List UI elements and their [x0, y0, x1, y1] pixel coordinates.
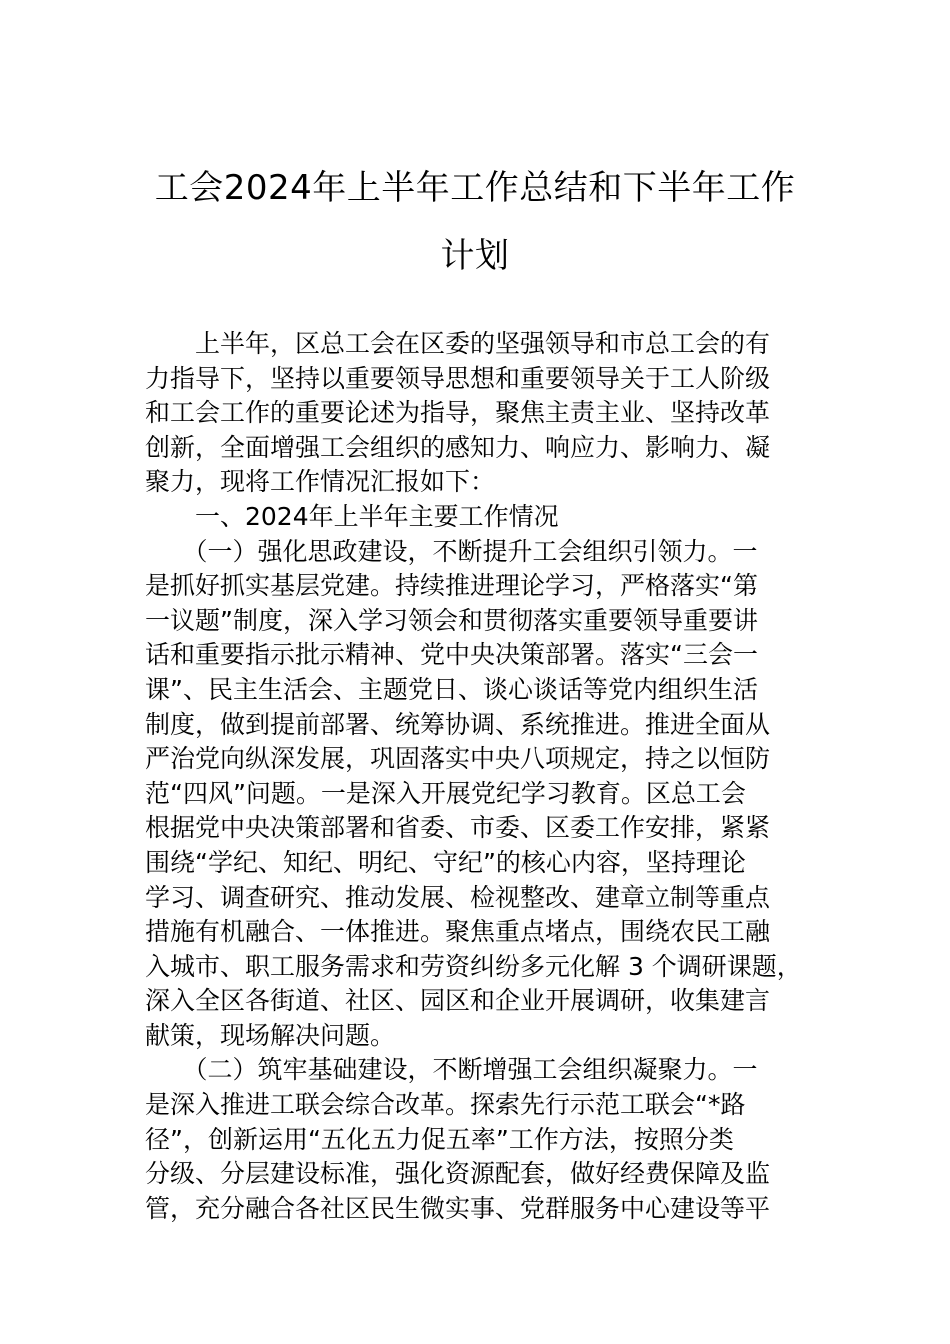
body-line: 是抓好抓实基层党建。持续推进理论学习，严格落实“第 — [145, 571, 758, 601]
body-line: 制度，做到提前部署、统筹协调、系统推进。推进全面从 — [145, 709, 771, 739]
body-line: 和工会工作的重要论述为指导，聚焦主责主业、坚持改革 — [145, 398, 771, 428]
body-line: （一）强化思政建设，不断提升工会组织引领力。一 — [145, 536, 758, 566]
body-line: 上半年，区总工会在区委的坚强领导和市总工会的有 — [145, 329, 771, 358]
body-line: 严治党向纵深发展，巩固落实中央八项规定，持之以恒防 — [145, 744, 771, 774]
body-line: 是深入推进工联会综合改革。探索先行示范工联会“*路 — [145, 1090, 746, 1120]
document-title-line-2: 计划 — [440, 236, 510, 276]
body-line: 课”、民主生活会、主题党日、谈心谈话等党内组织生活 — [145, 674, 758, 704]
body-line: 深入全区各街道、社区、园区和企业开展调研，收集建言 — [145, 986, 771, 1016]
body-line: 措施有机融合、一体推进。聚焦重点堵点，围绕农民工融 — [145, 917, 771, 947]
body-line: 聚力，现将工作情况汇报如下： — [145, 467, 496, 497]
body-line: 径”，创新运用“五化五力促五率”工作方法，按照分类 — [145, 1124, 734, 1154]
document-title-line-1: 工会2024年上半年工作总结和下半年工作 — [154, 168, 796, 208]
body-line: 分级、分层建设标准，强化资源配套，做好经费保障及监 — [145, 1159, 771, 1189]
section-heading: 一、2024年上半年主要工作情况 — [145, 501, 559, 531]
body-line: 根据党中央决策部署和省委、市委、区委工作安排，紧紧 — [145, 813, 771, 843]
body-line: 入城市、职工服务需求和劳资纠纷多元化解 3 个调研课题， — [145, 951, 802, 981]
document-body — [145, 327, 835, 1226]
body-line: 献策，现场解决问题。 — [145, 1020, 396, 1050]
body-line: 管，充分融合各社区民生微实事、党群服务中心建设等平 — [145, 1193, 771, 1223]
body-line: 创新，全面增强工会组织的感知力、响应力、影响力、凝 — [145, 432, 771, 462]
body-line: 围绕“学纪、知纪、明纪、守纪”的核心内容，坚持理论 — [145, 847, 746, 877]
body-line: 话和重要指示批示精神、党中央决策部署。落实“三会一 — [145, 640, 758, 670]
body-line: 一议题”制度，深入学习领会和贯彻落实重要领导重要讲 — [145, 605, 758, 635]
body-line: 范“四风”问题。一是深入开展党纪学习教育。区总工会 — [145, 778, 746, 808]
body-line: 学习、调查研究、推动发展、检视整改、建章立制等重点 — [145, 882, 771, 912]
body-line: 力指导下，坚持以重要领导思想和重要领导关于工人阶级 — [145, 363, 771, 393]
body-line: （二）筑牢基础建设，不断增强工会组织凝聚力。一 — [145, 1055, 758, 1085]
